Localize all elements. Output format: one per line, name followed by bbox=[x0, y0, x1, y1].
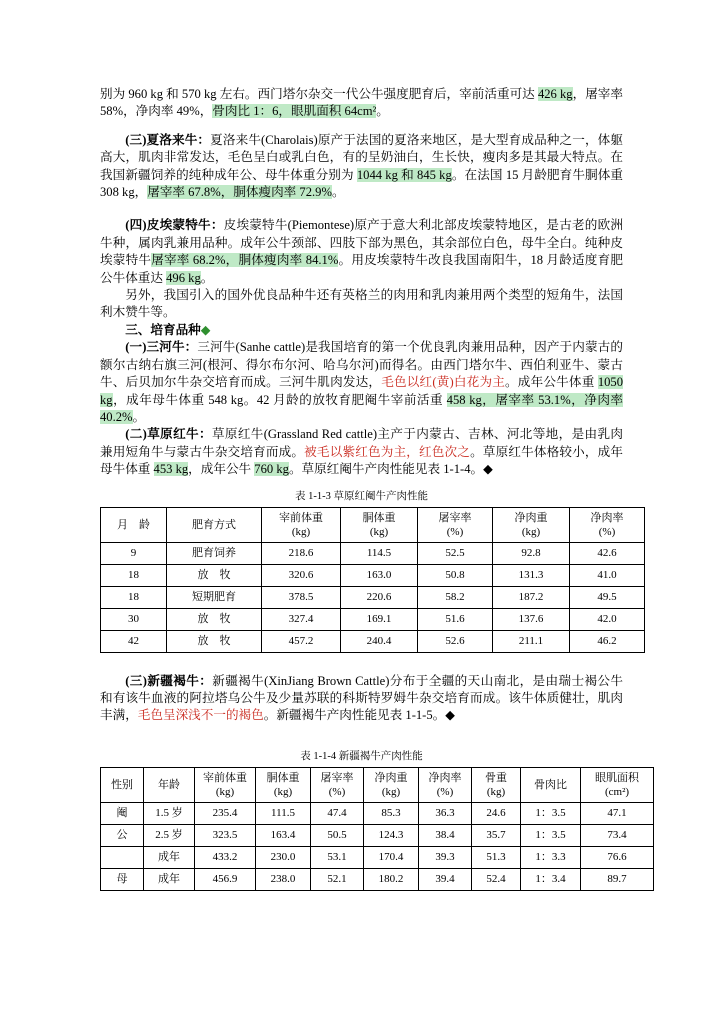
table-cell: 24.6 bbox=[472, 802, 521, 824]
table-cell: 9 bbox=[101, 542, 167, 564]
table-cell: 39.3 bbox=[419, 846, 472, 868]
para-xinjiang-brown-cattle bbox=[100, 673, 623, 725]
text-run: 。在法国 15 月龄肥育牛胴体重 308 kg， bbox=[100, 167, 624, 200]
text-run: 被毛以紫红色为主，红色次之 bbox=[304, 444, 471, 459]
para-simmental-continued bbox=[100, 86, 623, 121]
column-header: 宰前体重 (kg) bbox=[195, 767, 256, 802]
table-cell: 41.0 bbox=[570, 564, 645, 586]
table-cell: 163.0 bbox=[341, 564, 418, 586]
text-run: 496 kg bbox=[166, 270, 201, 285]
text-run: 760 kg bbox=[254, 462, 289, 477]
text-run: ，成年母牛体重 548 kg。42 月龄的放牧育肥阉牛宰前活重 bbox=[112, 392, 447, 407]
table-cell: 42.0 bbox=[570, 608, 645, 630]
column-header: 净肉重 (kg) bbox=[364, 767, 419, 802]
table-cell: 211.1 bbox=[493, 630, 570, 652]
table-cell: 1.5 岁 bbox=[144, 802, 195, 824]
table-row bbox=[101, 630, 645, 652]
column-header: 眼肌面积 (cm²) bbox=[581, 767, 654, 802]
table-cell: 456.9 bbox=[195, 868, 256, 890]
text-run: 皮埃蒙特牛(Piemontese)原产于意大利北部皮埃蒙特地区，是古老的欧洲牛种，属肉乳兼用品种。成年公牛颈部、四肢下部为黑色，其余部位白色，母牛全白。纯种皮埃蒙特牛 bbox=[100, 218, 624, 268]
text-run: 1050 kg bbox=[100, 375, 624, 407]
table-row bbox=[101, 868, 654, 890]
table-xinjiang-brown-performance bbox=[100, 767, 654, 891]
table-cell: 180.2 bbox=[364, 868, 419, 890]
heading-cultivated-breeds bbox=[100, 322, 623, 339]
table-cell: 1：3.3 bbox=[521, 846, 581, 868]
table-cell: 89.7 bbox=[581, 868, 654, 890]
table-cell: 2.5 岁 bbox=[144, 824, 195, 846]
table-cell: 38.4 bbox=[419, 824, 472, 846]
column-header: 屠宰率 (%) bbox=[311, 767, 364, 802]
table-cell: 49.5 bbox=[570, 586, 645, 608]
text-run: 三河牛(Sanhe cattle)是我国培育的第一个优良乳肉兼用品种，因产于内蒙古的额尔古纳右旗三河(根河、得尔布尔河、哈乌尔河)而得名。由西门塔尔牛、西伯利亚牛、蒙古牛、后贝加尔牛杂交培育而成。三河牛肌肉发达， bbox=[100, 340, 623, 390]
table-cell: 85.3 bbox=[364, 802, 419, 824]
table-row bbox=[101, 846, 654, 868]
text-run: 。新疆褐牛产肉性能见表 1-1-5。 bbox=[263, 708, 446, 723]
para-grassland-red-cattle bbox=[100, 426, 623, 478]
table-cell: 433.2 bbox=[195, 846, 256, 868]
table-cell: 42.6 bbox=[570, 542, 645, 564]
table-cell: 短期肥育 bbox=[167, 586, 262, 608]
text-run: 另外，我国引入的国外优良品种牛还有英格兰的肉用和乳肉兼用两个类型的短角牛，法国利木赞牛等。 bbox=[100, 288, 623, 320]
text-run: 夏洛来牛(Charolais)原产于法国的夏洛来地区，是大型育成品种之一，体躯高大，肌肉非常发达，毛色呈白或乳白色，有的呈奶油白，生长快，瘦肉多是其最大特点。在我国新疆饲养的纯种成年公、母牛体重分别为 bbox=[100, 132, 623, 182]
text-run: (三)新疆褐牛： bbox=[125, 673, 213, 688]
text-run: ◆ bbox=[483, 462, 493, 477]
table-cell: 成年 bbox=[144, 846, 195, 868]
table-cell: 170.4 bbox=[364, 846, 419, 868]
text-run: 1044 kg 和 845 kg bbox=[356, 167, 452, 182]
table-row bbox=[101, 802, 654, 824]
column-header: 年龄 bbox=[144, 767, 195, 802]
table-cell: 39.4 bbox=[419, 868, 472, 890]
text-run: 426 kg bbox=[537, 87, 573, 101]
column-header: 肥育方式 bbox=[167, 507, 262, 542]
text-run: (二)草原红牛： bbox=[125, 427, 212, 442]
table-cell: 1：3.5 bbox=[521, 824, 581, 846]
text-run: 屠宰率 68.2%，胴体瘦肉率 84.1% bbox=[151, 253, 339, 268]
text-run: 新疆褐牛(XinJiang Brown Cattle)分布于全疆的天山南北，是由瑞士褐公牛和有该牛血液的阿拉塔乌公牛及少量苏联的科斯特罗姆牛杂交培育而成。该牛体质健壮，肌肉丰满， bbox=[100, 673, 623, 723]
column-header: 净肉率 (%) bbox=[570, 507, 645, 542]
table-row bbox=[101, 608, 645, 630]
table-cell: 323.5 bbox=[195, 824, 256, 846]
table-cell: 92.8 bbox=[493, 542, 570, 564]
table-cell: 114.5 bbox=[341, 542, 418, 564]
text-run: ◆ bbox=[445, 708, 455, 723]
text-run: (四)皮埃蒙特牛： bbox=[125, 218, 224, 233]
table-cell: 76.6 bbox=[581, 846, 654, 868]
table-cell: 378.5 bbox=[262, 586, 341, 608]
table-cell: 73.4 bbox=[581, 824, 654, 846]
table-cell: 母 bbox=[101, 868, 144, 890]
column-header: 宰前体重 (kg) bbox=[262, 507, 341, 542]
table-cell: 阉 bbox=[101, 802, 144, 824]
text-run: 三、培育品种 bbox=[125, 322, 201, 337]
table-cell: 42 bbox=[101, 630, 167, 652]
table-cell: 52.4 bbox=[472, 868, 521, 890]
table-cell: 240.4 bbox=[341, 630, 418, 652]
table-cell: 131.3 bbox=[493, 564, 570, 586]
table-cell: 放 牧 bbox=[167, 608, 262, 630]
table2-caption: 表 1-1-4 新疆褐牛产肉性能 bbox=[300, 750, 423, 762]
table-cell: 47.1 bbox=[581, 802, 654, 824]
header-row bbox=[101, 767, 654, 802]
table-cell: 58.2 bbox=[418, 586, 493, 608]
table-cell: 放 牧 bbox=[167, 630, 262, 652]
table-cell: 18 bbox=[101, 564, 167, 586]
text-run: 别为 960 kg 和 570 kg 左右。西门塔尔杂交一代公牛强度肥育后，宰前活重可达 bbox=[100, 87, 538, 101]
text-run: 毛色以红(黄)白花为主 bbox=[381, 375, 506, 390]
table-cell: 53.1 bbox=[311, 846, 364, 868]
table1-caption: 表 1-1-3 草原红阉牛产肉性能 bbox=[295, 490, 428, 502]
text-run: 。 bbox=[331, 185, 345, 200]
table-cell: 成年 bbox=[144, 868, 195, 890]
text-run: 。用皮埃蒙特牛改良我国南阳牛，18 月龄适度育肥公牛体重达 bbox=[100, 253, 623, 285]
column-header: 净肉率 (%) bbox=[419, 767, 472, 802]
table-cell: 52.6 bbox=[418, 630, 493, 652]
table-cell: 457.2 bbox=[262, 630, 341, 652]
column-header: 胴体重 (kg) bbox=[341, 507, 418, 542]
table-cell: 169.1 bbox=[341, 608, 418, 630]
text-run: ◆ bbox=[200, 322, 211, 337]
table-cell: 51.6 bbox=[418, 608, 493, 630]
text-run: 。草原红牛体格较小，成年母牛体重 bbox=[100, 444, 624, 477]
table-cell: 公 bbox=[101, 824, 144, 846]
table-cell: 218.6 bbox=[262, 542, 341, 564]
text-run: ，屠宰率 58%，净肉率 49%， bbox=[100, 87, 624, 119]
text-run: 草原红牛(Grassland Red cattle)主产于内蒙古、吉林、河北等地，是由乳肉兼用短角牛与蒙古牛杂交培育而成。 bbox=[100, 427, 623, 459]
table-row bbox=[101, 824, 654, 846]
header-row bbox=[101, 507, 645, 542]
column-header: 月 龄 bbox=[101, 507, 167, 542]
para-sanhe-cattle bbox=[100, 339, 623, 426]
column-header: 胴体重 (kg) bbox=[256, 767, 311, 802]
table-cell: 1：3.4 bbox=[521, 868, 581, 890]
text-run: 458 kg，屠宰率 53.1%，净肉率 40.2% bbox=[100, 392, 624, 424]
table-cell: 50.8 bbox=[418, 564, 493, 586]
table-cell: 235.4 bbox=[195, 802, 256, 824]
table-cell: 230.0 bbox=[256, 846, 311, 868]
text-run: 。 bbox=[200, 270, 214, 285]
table-grassland-red-performance bbox=[100, 507, 645, 653]
text-run: 骨肉比 1：6，眼肌面积 64cm² bbox=[212, 104, 377, 119]
table-cell: 111.5 bbox=[256, 802, 311, 824]
text-run: 。 bbox=[132, 409, 146, 424]
table-cell: 放 牧 bbox=[167, 564, 262, 586]
document-body bbox=[100, 86, 639, 891]
text-run: 。成年公牛体重 bbox=[505, 375, 598, 390]
table-row bbox=[101, 564, 645, 586]
text-run: 453 kg bbox=[153, 462, 189, 477]
table-cell: 肥育饲养 bbox=[167, 542, 262, 564]
table-cell bbox=[101, 846, 144, 868]
table-cell: 52.5 bbox=[418, 542, 493, 564]
table-cell: 46.2 bbox=[570, 630, 645, 652]
column-header: 骨肉比 bbox=[521, 767, 581, 802]
table-cell: 47.4 bbox=[311, 802, 364, 824]
text-run: 屠宰率 67.8%，胴体瘦肉率 72.9% bbox=[147, 185, 332, 200]
table-cell: 51.3 bbox=[472, 846, 521, 868]
text-run: 毛色呈深浅不一的褐色 bbox=[137, 708, 264, 723]
column-header: 性别 bbox=[101, 767, 144, 802]
table-cell: 238.0 bbox=[256, 868, 311, 890]
table-cell: 1：3.5 bbox=[521, 802, 581, 824]
table-cell: 18 bbox=[101, 586, 167, 608]
text-run: ，成年公牛 bbox=[188, 462, 255, 477]
table-cell: 320.6 bbox=[262, 564, 341, 586]
para-charolais bbox=[100, 132, 623, 202]
table-cell: 35.7 bbox=[472, 824, 521, 846]
table-cell: 50.5 bbox=[311, 824, 364, 846]
para-piemontese bbox=[100, 217, 623, 287]
table-cell: 36.3 bbox=[419, 802, 472, 824]
table-cell: 187.2 bbox=[493, 586, 570, 608]
table-cell: 52.1 bbox=[311, 868, 364, 890]
column-header: 骨重 (kg) bbox=[472, 767, 521, 802]
text-run: (三)夏洛来牛： bbox=[125, 132, 211, 147]
text-run: 。草原红阉牛产肉性能见表 1-1-4。 bbox=[288, 462, 484, 477]
table-row bbox=[101, 542, 645, 564]
table-cell: 163.4 bbox=[256, 824, 311, 846]
text-run: 。 bbox=[376, 104, 389, 119]
column-header: 屠宰率 (%) bbox=[418, 507, 493, 542]
para-imported-other-breeds bbox=[100, 287, 623, 322]
table-row bbox=[101, 586, 645, 608]
table-cell: 30 bbox=[101, 608, 167, 630]
table-cell: 220.6 bbox=[341, 586, 418, 608]
table-cell: 327.4 bbox=[262, 608, 341, 630]
text-run: (一)三河牛： bbox=[125, 340, 198, 355]
table-cell: 124.3 bbox=[364, 824, 419, 846]
column-header: 净肉重 (kg) bbox=[493, 507, 570, 542]
table-cell: 137.6 bbox=[493, 608, 570, 630]
